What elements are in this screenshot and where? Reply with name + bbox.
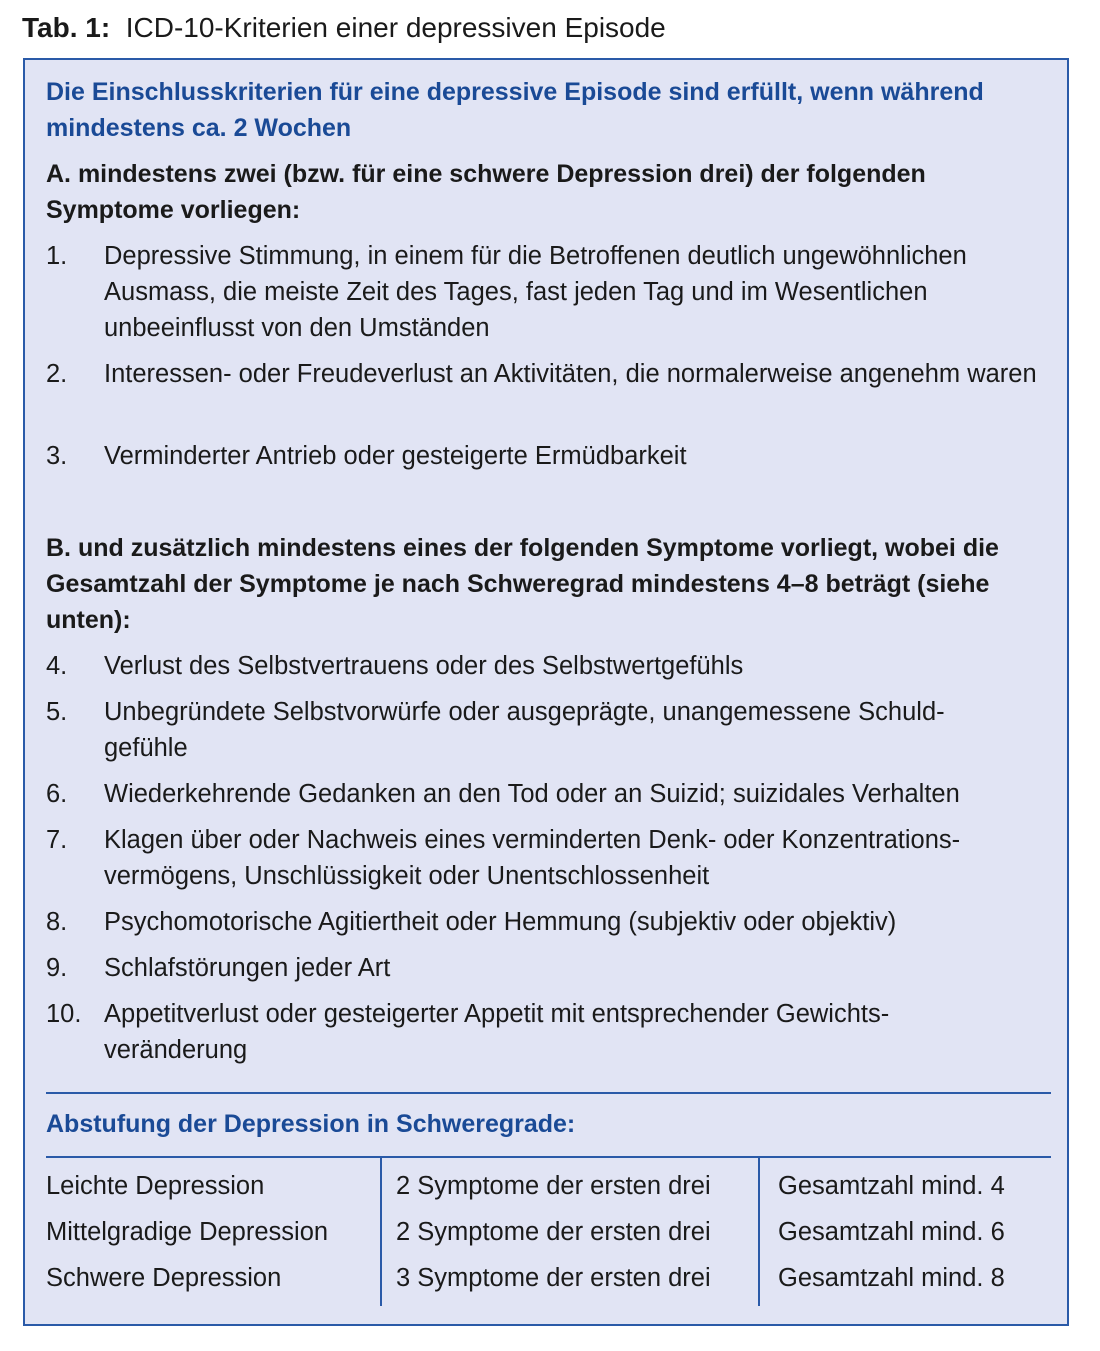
list-item bbox=[46, 694, 1052, 766]
item-number: 1. bbox=[46, 242, 68, 270]
grade-cell: Mittelgradige Depression bbox=[46, 1218, 329, 1246]
list-item bbox=[46, 822, 1052, 894]
section-a-heading: A. mindestens zwei (bzw. für eine schwere Depression drei) der folgenden Symptome vorliegen: bbox=[46, 160, 926, 224]
list-item bbox=[46, 356, 1052, 392]
table-caption bbox=[22, 10, 666, 46]
grade-cell: Leichte Depression bbox=[46, 1172, 265, 1200]
item-number: 10. bbox=[46, 1000, 82, 1028]
item-text: Unbegründete Selbstvorwürfe oder ausgeprägte, unangemessene Schuld-gefühle bbox=[104, 698, 945, 762]
item-text: Schlafstörungen jeder Art bbox=[104, 954, 391, 982]
list-item bbox=[46, 776, 1052, 812]
item-text: Wiederkehrende Gedanken an den Tod oder an Suizid; suizidales Verhalten bbox=[104, 780, 960, 808]
column-divider bbox=[380, 1156, 382, 1306]
section-b-heading: B. und zusätzlich mindestens eines der folgenden Symptome vorliegt, wobei die Gesamtzahl der Symptome je nach Schweregrad mindestens 4–8 beträgt (siehe unten): bbox=[46, 534, 999, 634]
item-number: 5. bbox=[46, 698, 68, 726]
item-number: 9. bbox=[46, 954, 68, 982]
item-number: 7. bbox=[46, 826, 68, 854]
core-cell: 2 Symptome der ersten drei bbox=[396, 1218, 711, 1246]
item-text: Psychomotorische Agitiertheit oder Hemmung (subjektiv oder objektiv) bbox=[104, 908, 897, 936]
criteria-box bbox=[23, 58, 1069, 1326]
item-number: 3. bbox=[46, 442, 68, 470]
severity-table bbox=[46, 1156, 1051, 1306]
column-divider bbox=[758, 1156, 760, 1306]
grade-cell: Schwere Depression bbox=[46, 1264, 282, 1292]
caption-label: Tab. 1: bbox=[22, 12, 111, 43]
total-cell: Gesamtzahl mind. 6 bbox=[778, 1218, 1005, 1246]
total-cell: Gesamtzahl mind. 8 bbox=[778, 1264, 1005, 1292]
divider bbox=[46, 1092, 1051, 1094]
item-number: 8. bbox=[46, 908, 68, 936]
list-item bbox=[46, 904, 1052, 940]
item-number: 4. bbox=[46, 652, 68, 680]
list-item bbox=[46, 238, 1052, 346]
core-cell: 2 Symptome der ersten drei bbox=[396, 1172, 711, 1200]
grades-heading: Abstufung der Depression in Schweregrade: bbox=[46, 1110, 576, 1138]
item-text: Verminderter Antrieb oder gesteigerte Ermüdbarkeit bbox=[104, 442, 687, 470]
item-text: Depressive Stimmung, in einem für die Betroffenen deutlich ungewöhnlichen Ausmass, die meiste Zeit des Tages, fast jeden Tag und im Wesentlichen unbeeinflusst von den Umständen bbox=[104, 242, 967, 342]
list-item bbox=[46, 996, 1052, 1068]
intro-heading: Die Einschlusskriterien für eine depressive Episode sind erfüllt, wenn während mindestens ca. 2 Wochen bbox=[46, 78, 984, 142]
list-item bbox=[46, 648, 1052, 684]
item-text: Verlust des Selbstvertrauens oder des Selbstwertgefühls bbox=[104, 652, 744, 680]
item-text: Interessen- oder Freudeverlust an Aktivitäten, die normalerweise angenehm waren bbox=[104, 360, 1037, 388]
total-cell: Gesamtzahl mind. 4 bbox=[778, 1172, 1005, 1200]
item-number: 6. bbox=[46, 780, 68, 808]
item-text: Appetitverlust oder gesteigerter Appetit mit entsprechender Gewichts-veränderung bbox=[104, 1000, 890, 1064]
list-item bbox=[46, 950, 1052, 986]
item-number: 2. bbox=[46, 360, 68, 388]
caption-title: ICD-10-Kriterien einer depressiven Episode bbox=[125, 12, 666, 43]
core-cell: 3 Symptome der ersten drei bbox=[396, 1264, 711, 1292]
item-text: Klagen über oder Nachweis eines verminderten Denk- oder Konzentrations-vermögens, Unschlüssigkeit oder Unentschlossenheit bbox=[104, 826, 961, 890]
list-item bbox=[46, 438, 1052, 474]
